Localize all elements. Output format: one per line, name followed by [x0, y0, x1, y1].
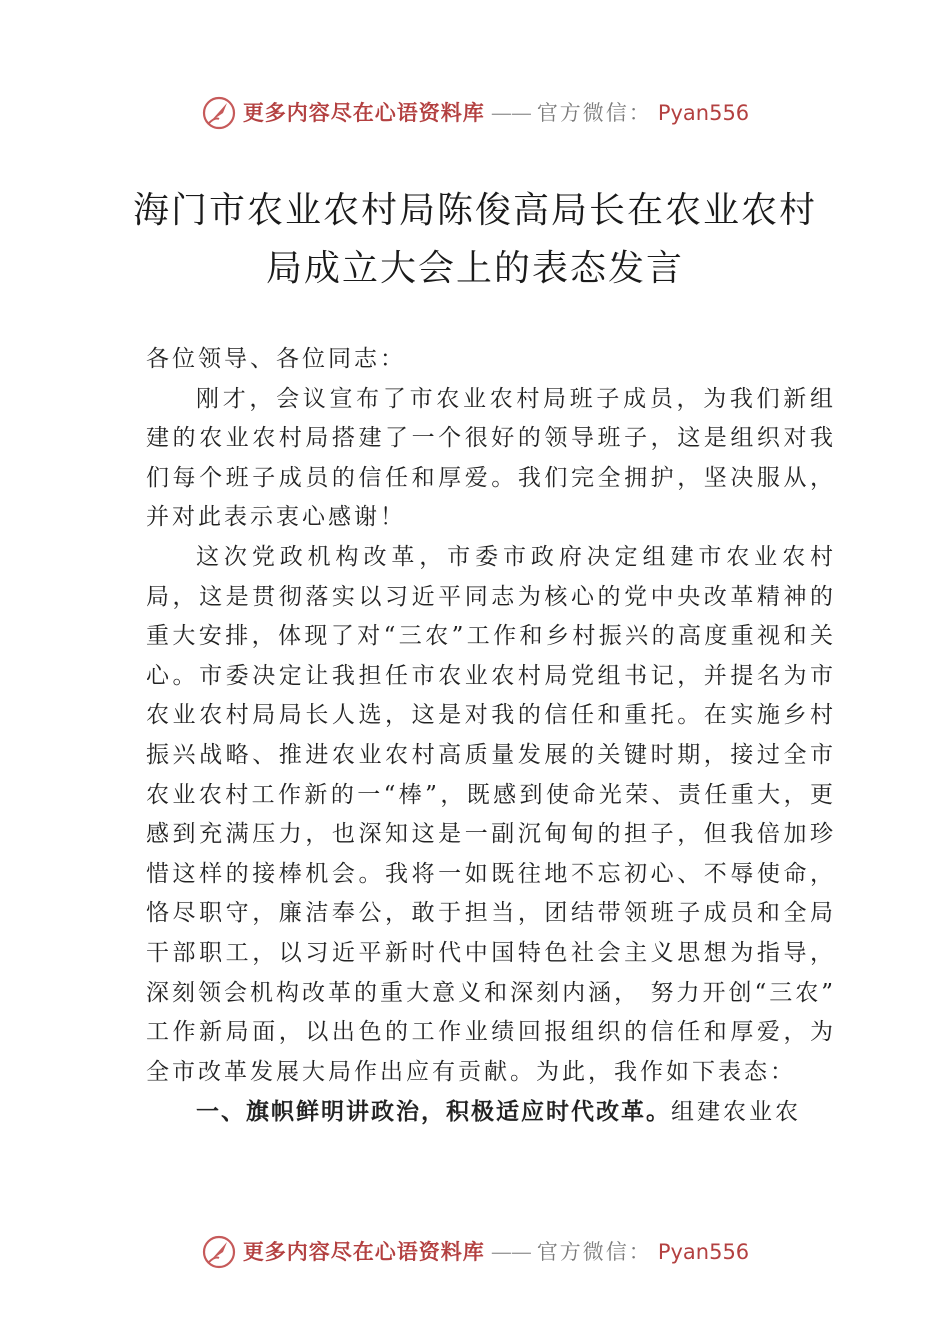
title-line-2: 局成立大会上的表态发言: [265, 248, 684, 289]
salutation: 各位领导、各位同志：: [146, 346, 406, 372]
header-banner: [0, 93, 950, 133]
section-1-text: 组建农业农: [671, 1099, 801, 1126]
paragraph-2: 这次党政机构改革，市委市政府决定组建市农业农村局，这是贯彻落实以习近平同志为核心的党中央改革精神的重大安排，体现了对“三农”工作和乡村振兴的高度重视和关心。市委决定让我担任市农业农村局党组书记，并提名为市农业农村局局长人选，这是对我的信任和重托。在实施乡村振兴战略、推进农业农村高质量发展的关键时期，接过全市 农业农村工作新的一“棒”，既感到使命光荣、责任重大，更 感到充满压力，也深知这是一副沉甸甸的担子，但我倍加珍 惜这样的接棒机会。我将一如既往地不忘初心、不辱使命， 恪尽职守，廉洁奉公，敢于担当，团结带领班子成员和全局 干部职工，以习近平新时代中国特色社会主义思想为指导， 深刻领会机构改革的重大意义和深刻内涵， 努力开创“三农” 工作新局面，以出色的工作业绩回报组织的信任和厚爱，为 全市改革发展大局作出应有贡献。为此，我作如下表态：: [146, 543, 836, 1085]
banner-official-label: 官方微信：: [536, 1240, 652, 1264]
section-1-heading: 一、旗帜鲜明讲政治，积极适应时代改革。: [196, 1098, 671, 1126]
banner-brand-text: 更多内容尽在心语资料库: [242, 100, 485, 125]
paragraph-1: 刚才，会议宣布了市农业农村局班子成员，为我们新组建的农业农村局搭建了一个很好的领导班子，这是组织对我们每个班子成员的信任和厚爱。我们完全拥护，坚决服从，并对此表示衷心感谢！: [146, 385, 836, 531]
title-line-1: 海门市农业农村局陈俊高局长在农业农村: [132, 190, 817, 231]
quill-logo-icon: [201, 1234, 237, 1270]
footer-banner: [0, 1232, 950, 1272]
quill-logo-icon: [201, 95, 237, 131]
banner-wechat-id: Pyan556: [657, 1240, 750, 1264]
banner-brand-text: 更多内容尽在心语资料库: [242, 1239, 485, 1264]
banner-official-label: 官方微信：: [536, 101, 652, 125]
section-1: [146, 1092, 836, 1133]
banner-dash: ——: [490, 1240, 531, 1264]
document-title: [0, 182, 950, 298]
banner-dash: ——: [490, 101, 531, 125]
document-body: [146, 340, 836, 1133]
banner-wechat-id: Pyan556: [657, 101, 750, 125]
